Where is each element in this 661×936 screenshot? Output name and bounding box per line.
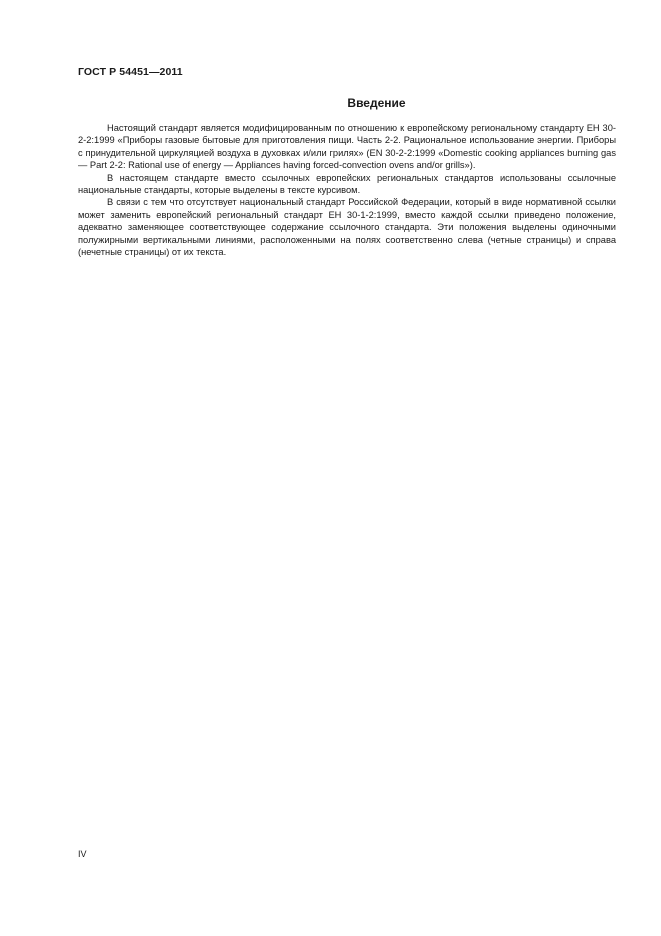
section-title — [78, 96, 615, 110]
document-id-header: ГОСТ Р 54451—2011 — [78, 66, 183, 78]
page-number: IV — [78, 849, 87, 859]
introduction-body — [78, 122, 616, 258]
section-title-text: Введение — [347, 96, 406, 110]
paragraph-3: В связи с тем что отсутствует национальный стандарт Российской Федерации, который в виде нормативной ссылки может заменить европейский региональный стандарт ЕН 30-1-2:1999, вместо каждой ссылки приведено положение, адекватно заменяющее соответствующее содержание ссылочного стандарта. Эти положения выделены одиночными полужирными вертикальными линиями, расположенными на полях соответственно слева (четные страницы) и справа (нечетные страницы) от их текста. — [78, 197, 616, 258]
paragraph-1: Настоящий стандарт является модифицированным по отношению к европейскому региональному стандарту ЕН 30-2-2:1999 «Приборы газовые бытовые для приготовления пищи. Часть 2-2. Рациональное использование энергии. Приборы с принудительной циркуляцией воздуха в духовках и/или грилях» (EN 30-2-2:1999 «Domestic cooking appliances burning gas — Part 2-2: Rational use of energy — Appliances having forced-convection ovens and/or grills»). — [78, 123, 616, 171]
paragraph-2: В настоящем стандарте вместо ссылочных европейских региональных стандартов использованы ссылочные национальные стандарты, которые выделены в тексте курсивом. — [78, 172, 616, 196]
